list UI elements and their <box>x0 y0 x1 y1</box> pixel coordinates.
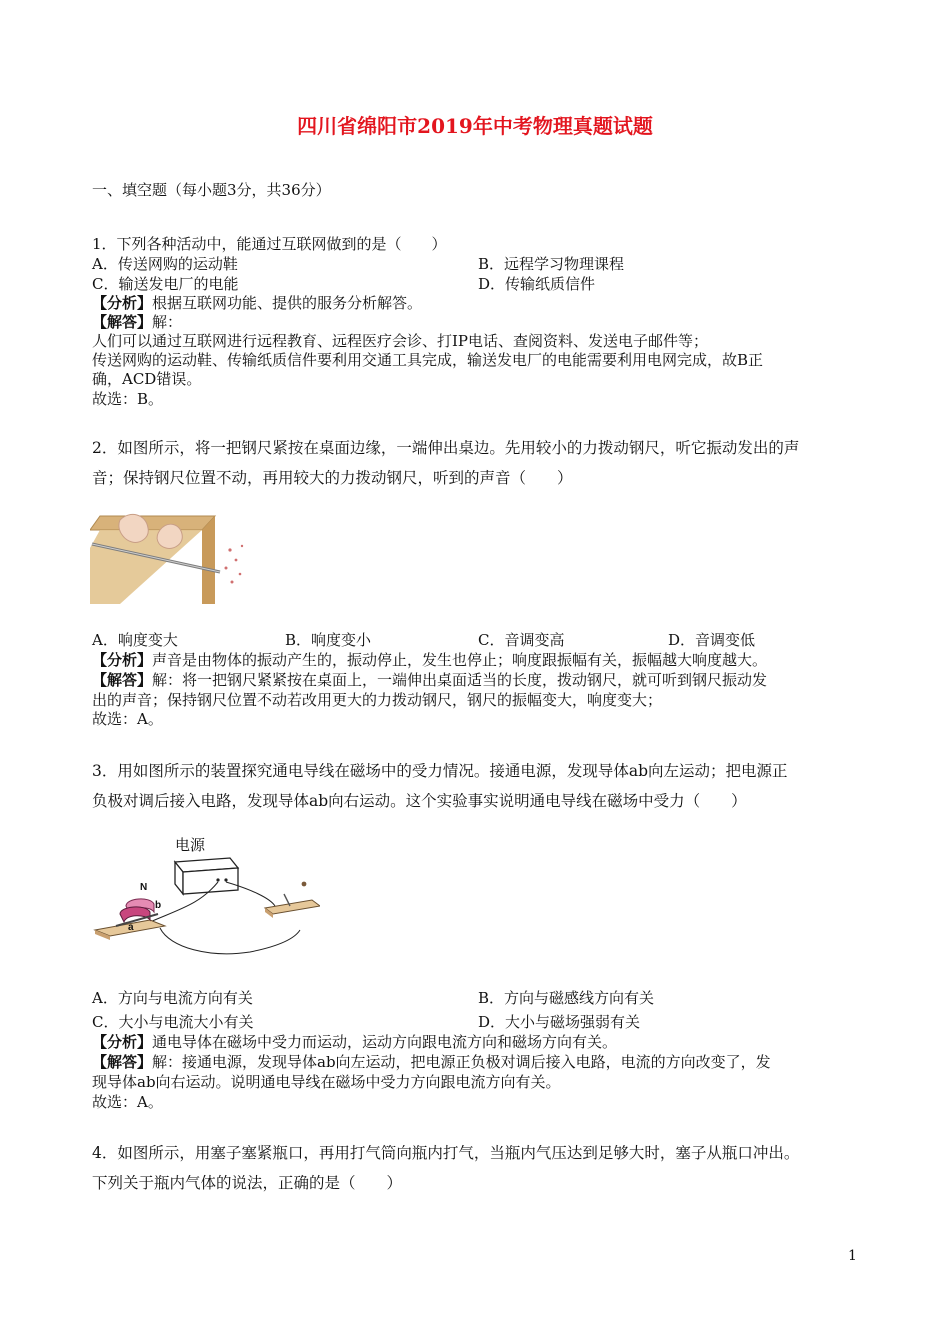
analysis-label: 【分析】 <box>92 651 153 669</box>
section-heading: 一、填空题（每小题3分，共36分） <box>92 181 331 199</box>
q2-answer-line: 出的声音；保持钢尺位置不动若改用更大的力拨动钢尺，钢尺的振幅变大，响度变大； <box>92 691 663 709</box>
analysis-text: 声音是由物体的振动产生的，振动停止，发生也停止；响度跟振幅有关，振幅越大响度越大。 <box>152 651 768 669</box>
answer-label: 【解答】 <box>92 671 153 689</box>
q1-stem: 1．下列各种活动中，能通过互联网做到的是（ ） <box>92 235 447 253</box>
q3-stem: 3．用如图所示的装置探究通电导线在磁场中的受力情况。接通电源，发现导体ab向左运动；把电源正 <box>92 762 788 780</box>
q1-answer-line: 传送网购的运动鞋、传输纸质信件要利用交通工具完成，输送发电厂的电能需要利用电网完成，故B正 <box>92 351 764 369</box>
page-title: 四川省绵阳市2019年中考物理真题试题 <box>297 114 653 138</box>
q1-answer-head <box>92 312 182 332</box>
q3-stem: 负极对调后接入电路，发现导体ab向右运动。这个实验事实说明通电导线在磁场中受力（ ） <box>92 792 747 810</box>
q1-answer-line: 确，ACD错误。 <box>92 370 202 388</box>
q3-analysis <box>92 1032 617 1052</box>
figure-label-n: N <box>140 882 148 893</box>
q3-answer-line: 现导体ab向右运动。说明通电导线在磁场中受力方向跟电流方向有关。 <box>92 1073 561 1091</box>
page-number: 1 <box>848 1248 857 1264</box>
q1-option-d: D．传输纸质信件 <box>478 275 596 293</box>
q3-choice: 故选：A。 <box>92 1093 163 1111</box>
q2-answer <box>92 670 767 690</box>
q3-option-d: D．大小与磁场强弱有关 <box>478 1013 641 1031</box>
q1-answer-line: 人们可以通过互联网进行远程教育、远程医疗会诊、打IP电话、查阅资料、发送电子邮件等； <box>92 332 709 350</box>
analysis-label: 【分析】 <box>92 294 153 312</box>
ruler-on-table-figure <box>90 508 250 604</box>
figure-label-b: b <box>155 900 162 911</box>
answer-label: 【解答】 <box>92 313 153 331</box>
q2-option-a: A．响度变大 <box>92 631 178 649</box>
q2-option-b: B．响度变小 <box>285 631 372 649</box>
answer-label: 【解答】 <box>92 1053 153 1071</box>
q3-answer <box>92 1052 771 1072</box>
q3-option-c: C．大小与电流大小有关 <box>92 1013 254 1031</box>
q2-analysis <box>92 650 767 670</box>
analysis-text: 通电导体在磁场中受力而运动，运动方向跟电流方向和磁场方向有关。 <box>152 1033 618 1051</box>
answer-text: 解：将一把钢尺紧紧按在桌面上，一端伸出桌面适当的长度，拨动钢尺，就可听到钢尺振动发 <box>152 671 768 689</box>
analysis-label: 【分析】 <box>92 1033 153 1051</box>
answer-text: 解：接通电源，发现导体ab向左运动，把电源正负极对调后接入电路，电流的方向改变了，发 <box>152 1053 771 1071</box>
q1-analysis <box>92 293 422 313</box>
figure-label-power: 电源 <box>175 837 206 854</box>
q4-stem: 下列关于瓶内气体的说法，正确的是（ ） <box>92 1174 403 1192</box>
q1-option-b: B．远程学习物理课程 <box>478 255 625 273</box>
figure-label-a: a <box>128 922 134 933</box>
analysis-text: 根据互联网功能、提供的服务分析解答。 <box>152 294 423 312</box>
q2-choice: 故选：A。 <box>92 710 163 728</box>
q2-stem: 音；保持钢尺位置不动，再用较大的力拨动钢尺，听到的声音（ ） <box>92 469 573 487</box>
q2-option-d: D．音调变低 <box>668 631 756 649</box>
q3-option-b: B．方向与磁感线方向有关 <box>478 989 655 1007</box>
q2-stem: 2．如图所示，将一把钢尺紧按在桌面边缘，一端伸出桌边。先用较小的力拨动钢尺，听它振动发出的声 <box>92 439 800 457</box>
q1-choice: 故选：B。 <box>92 390 164 408</box>
answer-intro: 解： <box>152 313 183 331</box>
q3-option-a: A．方向与电流方向有关 <box>92 989 253 1007</box>
q1-option-c: C．输送发电厂的电能 <box>92 275 239 293</box>
q4-stem: 4．如图所示，用塞子塞紧瓶口，再用打气筒向瓶内打气，当瓶内气压达到足够大时，塞子从瓶口冲出。 <box>92 1144 800 1162</box>
q2-option-c: C．音调变高 <box>478 631 565 649</box>
q1-option-a: A．传送网购的运动鞋 <box>92 255 238 273</box>
